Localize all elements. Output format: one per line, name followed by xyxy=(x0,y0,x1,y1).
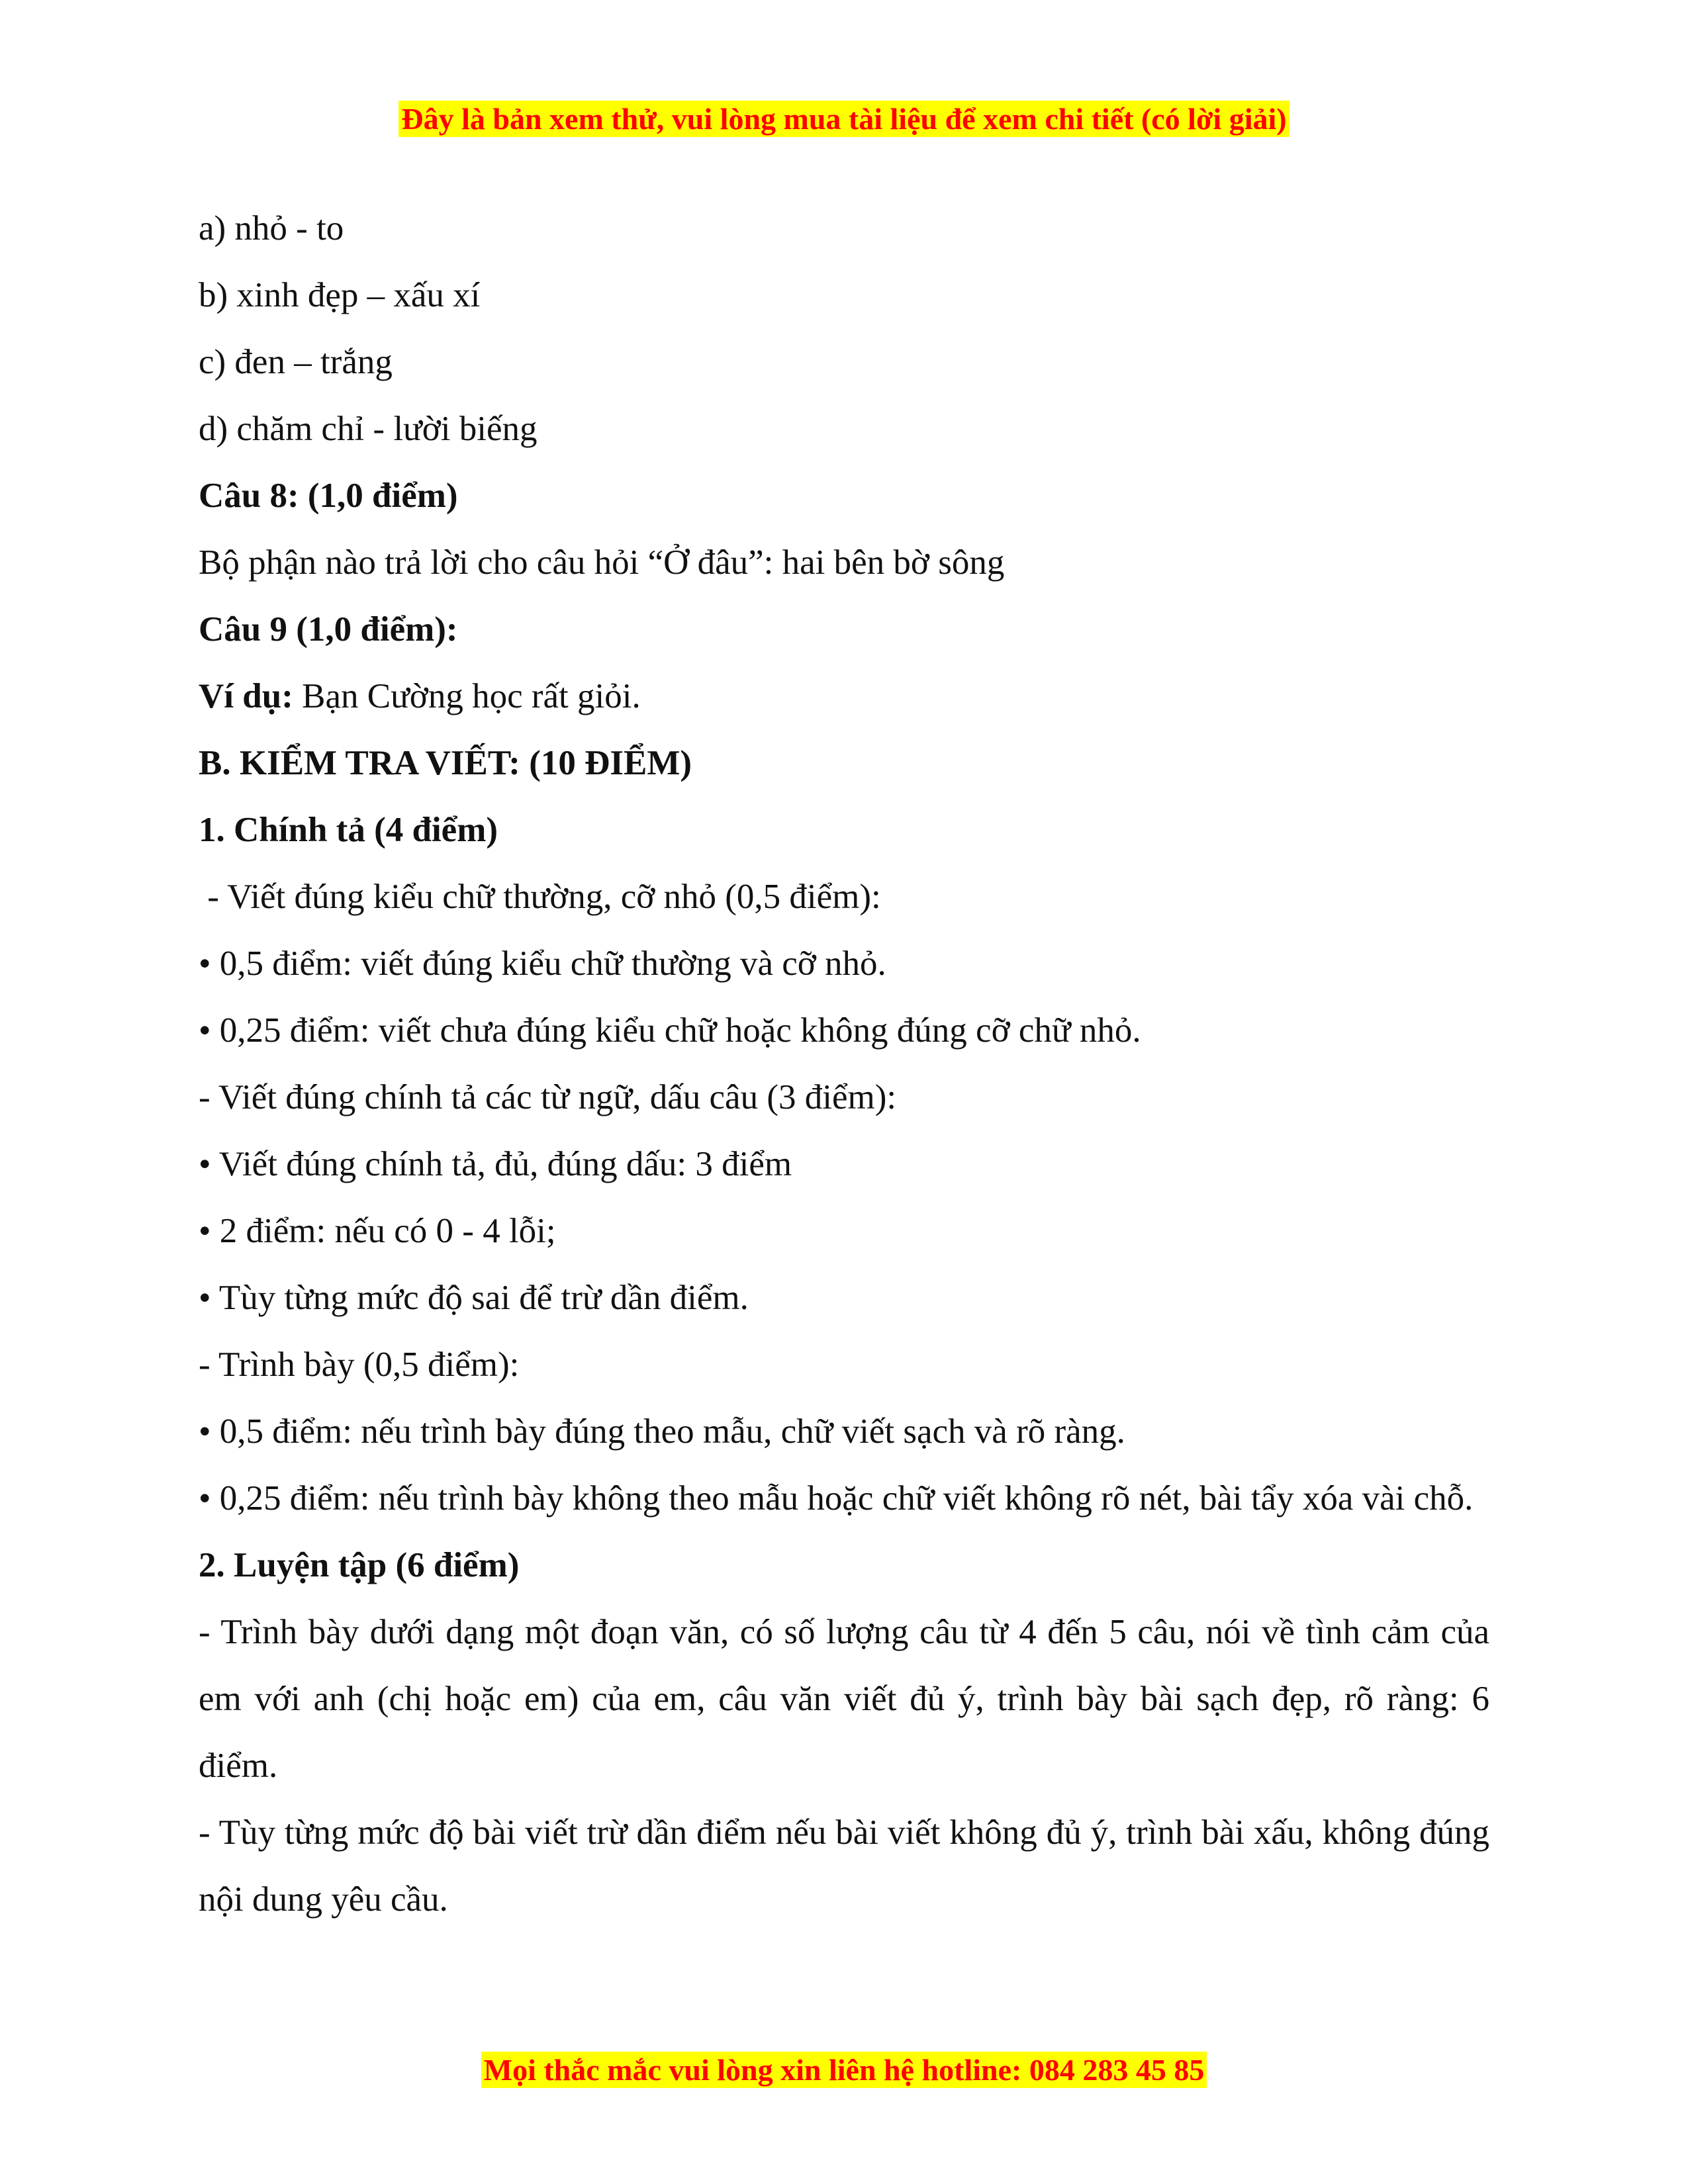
answer-option-d: d) chăm chỉ - lười biếng xyxy=(199,410,538,448)
luyen-tap-line: - Tùy từng mức độ bài viết trừ dần điểm nếu bài viết không đủ ý, trình bài xấu, không đúng nội dung yêu cầu. xyxy=(199,1813,1489,1919)
question-9-example xyxy=(199,663,1489,730)
chinh-ta-heading: 1. Chính tả (4 điểm) xyxy=(199,811,498,849)
chinh-ta-line: • 0,5 điểm: nếu trình bày đúng theo mẫu, chữ viết sạch và rõ ràng. xyxy=(199,1412,1125,1451)
hotline-text: Mọi thắc mắc vui lòng xin liên hệ hotline: 084 283 45 85 xyxy=(481,2052,1207,2088)
answer-option-c: c) đen – trắng xyxy=(199,343,393,381)
question-8-heading: Câu 8: (1,0 điểm) xyxy=(199,477,458,515)
document-body xyxy=(199,195,1489,1933)
answer-option-b: b) xinh đẹp – xấu xí xyxy=(199,276,481,314)
question-9-heading: Câu 9 (1,0 điểm): xyxy=(199,610,458,649)
luyen-tap-line: - Trình bày dưới dạng một đoạn văn, có số lượng câu từ 4 đến 5 câu, nói về tình cảm của em với anh (chị hoặc em) của em, câu văn viết đủ ý, trình bày bài sạch đẹp, rõ ràng: 6 điểm. xyxy=(199,1613,1489,1785)
section-b-heading: B. KIỂM TRA VIẾT: (10 ĐIỂM) xyxy=(199,744,692,782)
preview-notice-banner xyxy=(0,101,1688,138)
chinh-ta-line: • 0,25 điểm: nếu trình bày không theo mẫu hoặc chữ viết không rõ nét, bài tẩy xóa vài chỗ. xyxy=(199,1479,1474,1518)
chinh-ta-line: • 2 điểm: nếu có 0 - 4 lỗi; xyxy=(199,1212,556,1250)
preview-notice-text: Đây là bản xem thử, vui lòng mua tài liệu để xem chi tiết (có lời giải) xyxy=(399,101,1289,137)
question-8-answer: Bộ phận nào trả lời cho câu hỏi “Ở đâu”: hai bên bờ sông xyxy=(199,543,1005,582)
answer-option-a: a) nhỏ - to xyxy=(199,209,344,248)
chinh-ta-line: - Viết đúng kiểu chữ thường, cỡ nhỏ (0,5 điểm): xyxy=(199,878,881,916)
chinh-ta-line: • Viết đúng chính tả, đủ, đúng dấu: 3 điểm xyxy=(199,1145,792,1183)
hotline-banner xyxy=(0,2052,1688,2089)
chinh-ta-line: - Trình bày (0,5 điểm): xyxy=(199,1345,520,1384)
example-text: Bạn Cường học rất giỏi. xyxy=(293,677,641,715)
chinh-ta-line: • 0,25 điểm: viết chưa đúng kiểu chữ hoặc không đúng cỡ chữ nhỏ. xyxy=(199,1011,1141,1050)
chinh-ta-line: • Tùy từng mức độ sai để trừ dần điểm. xyxy=(199,1279,749,1317)
chinh-ta-line: - Viết đúng chính tả các từ ngữ, dấu câu (3 điểm): xyxy=(199,1078,897,1116)
example-label: Ví dụ: xyxy=(199,677,293,715)
luyen-tap-heading: 2. Luyện tập (6 điểm) xyxy=(199,1546,520,1584)
chinh-ta-line: • 0,5 điểm: viết đúng kiểu chữ thường và cỡ nhỏ. xyxy=(199,944,886,983)
